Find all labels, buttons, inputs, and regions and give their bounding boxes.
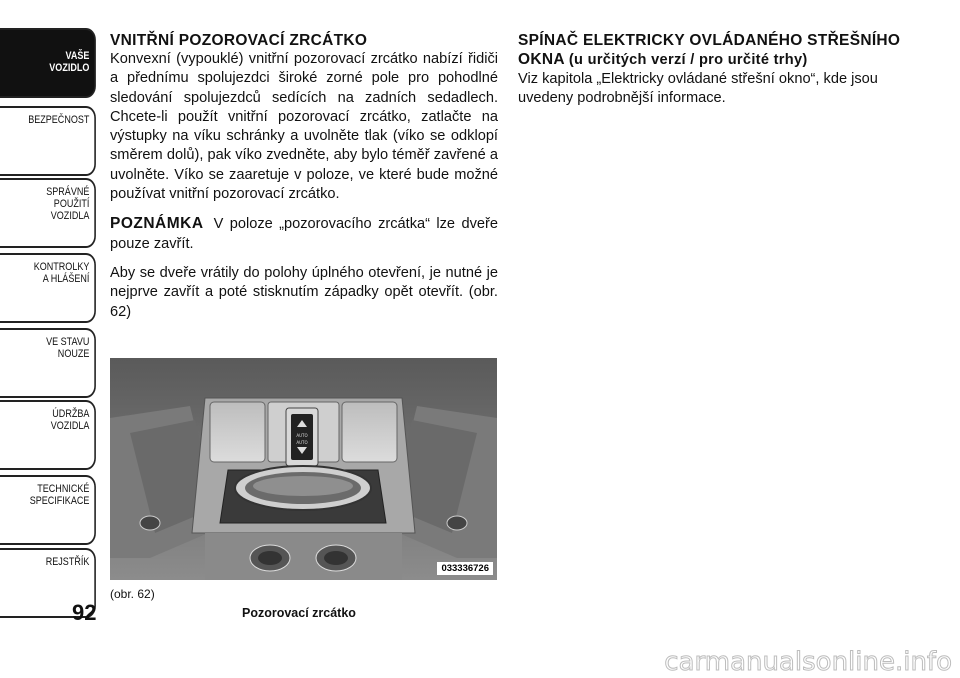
figure-reference: (obr. 62) <box>110 587 155 601</box>
tab-5[interactable] <box>0 400 96 470</box>
watermark-text: carmanualsonline.info <box>664 647 952 677</box>
tab-2[interactable] <box>0 178 96 248</box>
note-label: POZNÁMKA <box>110 215 204 233</box>
tab-4[interactable] <box>0 328 96 398</box>
tab-label: VE STAVU NOUZE <box>46 336 90 360</box>
tab-0[interactable] <box>0 28 96 98</box>
tab-label: REJSTŘÍK <box>45 556 90 568</box>
note-text: V poloze „pozorovacího zrcátka“ lze dveře pouze zavřít. <box>110 216 498 252</box>
paragraph-sunroof-reference: Viz kapitola „Elektricky ovládané střešní okno“, kde jsou uvedeny podrobnější informace. <box>518 71 878 107</box>
overhead-console-illustration <box>110 358 497 580</box>
figure-caption: Pozorovací zrcátko <box>242 606 356 620</box>
right-column <box>518 31 910 109</box>
tab-label: ÚDRŽBA VOZIDLA <box>50 408 90 432</box>
tab-label: KONTROLKY A HLÁŠENÍ <box>33 261 90 285</box>
left-column <box>110 31 498 322</box>
tab-3[interactable] <box>0 253 96 323</box>
figure-overhead-console-photo <box>110 358 497 580</box>
paragraph-mirror-description: Konvexní (vypouklé) vnitřní pozorovací zrcátko nabízí řidiči a přednímu spolujezdci široké zorné pole pro pohodlné sledování spolujezdců sedících na zadních sedadlech. Chcete-li použít vnitřní pozorovací zrcátko, zatlačte na výstupky na víku schránky a uvolněte tlak (víko se odklopí směrem dolů), pak víko zvedněte, aby bylo téměř zavřené a uvolněte. Víko se zaaretuje v poloze, ve které bude možné používat vnitřní pozorovací zrcátko. <box>110 51 498 203</box>
tab-label: SPRÁVNÉ POUŽITÍ VOZIDLA <box>46 186 90 222</box>
tab-label: TECHNICKÉ SPECIFIKACE <box>29 483 90 507</box>
note-paragraph <box>110 214 498 254</box>
sunroof-heading-main: SPÍNAČ ELEKTRICKY OVLÁDANÉHO STŘEŠNÍHO OKNA <box>518 32 901 68</box>
switch-label-top: AUTO <box>296 433 308 438</box>
paragraph-door-return: Aby se dveře vrátily do polohy úplného otevření, je nutné je nejprve zavřít a poté stisknutím západky opět otevřít. (obr. 62) <box>110 264 498 320</box>
sunroof-heading-sub: (u určitých verzí / pro určité trhy) <box>568 52 808 68</box>
tab-label: BEZPEČNOST <box>28 114 90 126</box>
tab-label: VAŠE VOZIDLO <box>49 50 90 74</box>
section-heading-mirror: VNITŘNÍ POZOROVACÍ ZRCÁTKO <box>110 32 368 49</box>
tab-1[interactable] <box>0 106 96 176</box>
figure-code: 033336726 <box>437 562 493 575</box>
page-number: 92 <box>72 600 97 625</box>
switch-label-bottom: AUTO <box>296 440 308 445</box>
section-heading-sunroof <box>518 31 910 70</box>
watermark-logo <box>596 644 956 678</box>
tab-6[interactable] <box>0 475 96 545</box>
